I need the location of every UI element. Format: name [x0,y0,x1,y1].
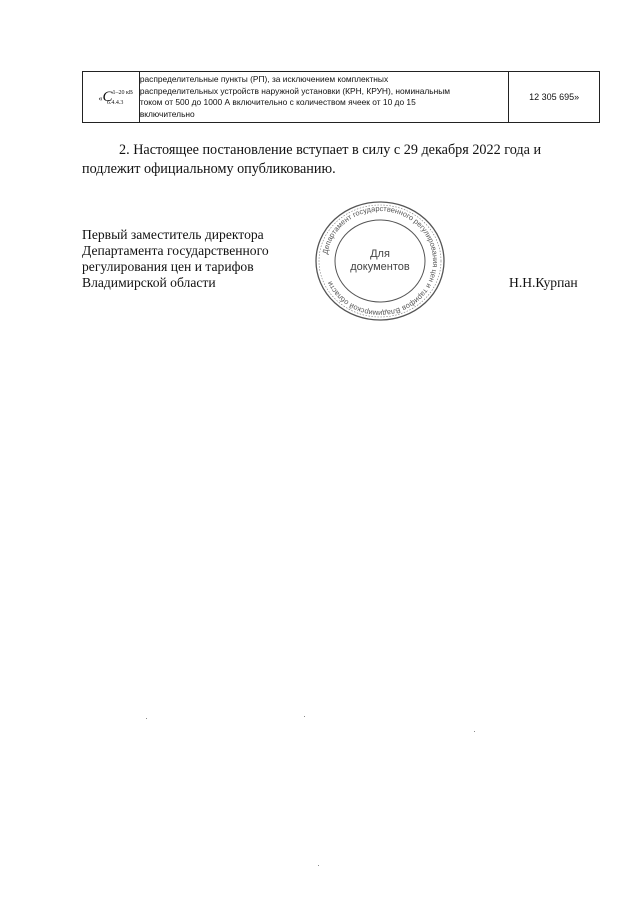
signer-name: Н.Н.Курпан [509,275,578,290]
code-subscript: 6.4.4.3 [106,99,124,106]
signer-title-line: Владимирской области [82,275,216,290]
scan-speck [146,718,147,719]
effective-date-paragraph [82,141,590,179]
official-stamp [314,200,446,322]
tariff-table [82,71,600,123]
stamp-center-line: Для [370,248,390,260]
table-row [83,72,600,123]
description-line: током от 500 до 1000 А включительно с количеством ячеек от 10 до 15 [139,97,416,107]
tariff-description-cell [139,72,509,123]
description-line: распределительных устройств наружной установки (КРН, КРУН), номинальным [139,85,451,96]
scan-speck [474,731,475,732]
code-superscript: 1–20 кВ [112,89,133,96]
tariff-price: 12 305 695» [529,92,580,102]
tariff-price-cell [509,72,600,123]
signer-title-line: Первый заместитель директора [82,227,264,242]
signer-title-line: регулирования цен и тарифов [82,259,254,274]
signer-title-line: Департамента государственного [82,243,269,258]
code-letter: C [102,88,113,105]
paragraph-line: подлежит официальному опубликованию. [82,161,336,177]
stamp-ring-text: Департамент государственного регулирования цен и тарифов Владимирской области [320,203,441,319]
code-quote: « [98,93,103,103]
description-line: включительно [139,108,195,119]
paragraph-line: 2. Настоящее постановление вступает в силу с 29 декабря 2022 года и [119,142,542,158]
scan-speck [304,716,305,717]
stamp-graphic [314,200,446,322]
stamp-center-line: документов [350,261,410,273]
tariff-code [98,88,133,106]
description-line: распределительные пункты (РП), за исключением комплектных [139,74,389,84]
scan-speck [318,865,319,866]
tariff-code-cell [83,72,140,123]
signer-title [82,227,269,291]
